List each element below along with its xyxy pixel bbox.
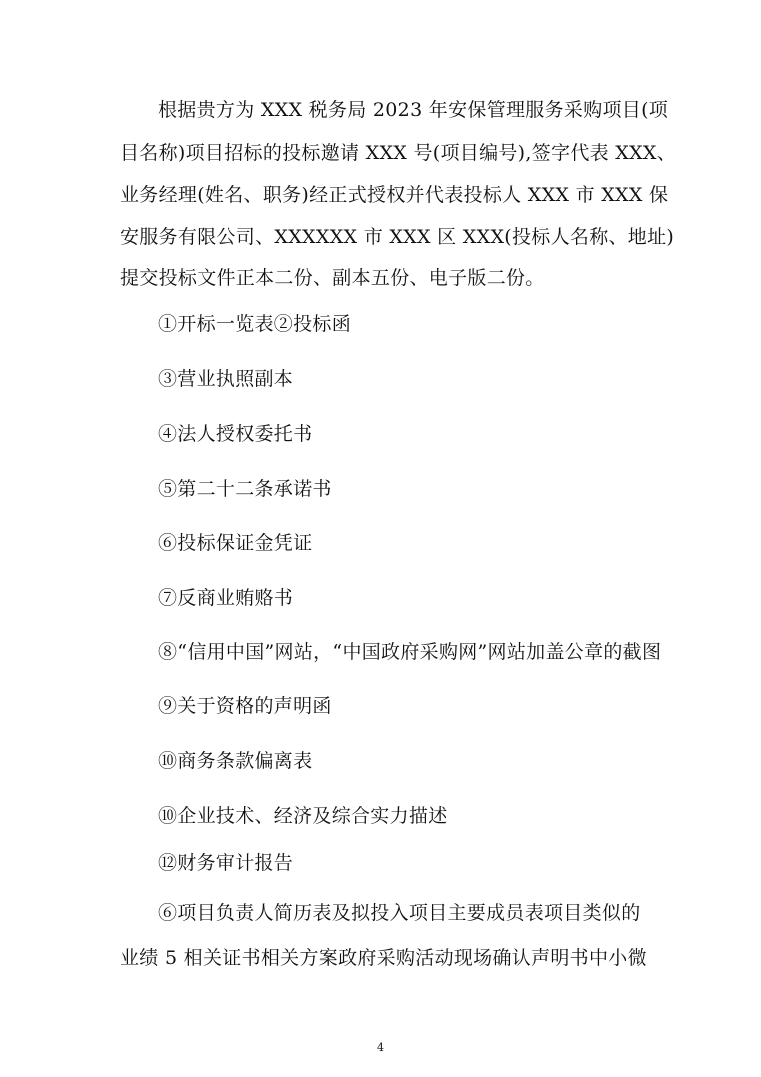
paragraph-line: 业务经理(姓名、职务)经正式授权并代表投标人 XXX 市 XXX 保 — [120, 184, 669, 206]
list-item: ⑩企业技术、经济及综合实力描述 — [158, 805, 448, 827]
paragraph-line: 目名称)项目招标的投标邀请 XXX 号(项目编号),签字代表 XXX、 — [120, 142, 677, 164]
list-item: ⑫财务审计报告 — [158, 852, 294, 874]
list-item: ⑩商务条款偏离表 — [158, 750, 313, 772]
list-item: ⑤第二十二条承诺书 — [158, 478, 332, 500]
page-number: 4 — [377, 1041, 384, 1054]
list-item: ⑥投标保证金凭证 — [158, 532, 313, 554]
list-item: ⑨关于资格的声明函 — [158, 695, 332, 717]
list-item: ④法人授权委托书 — [158, 423, 313, 445]
list-item: ⑦反商业贿赂书 — [158, 587, 294, 609]
closing-line: ⑥项目负责人简历表及拟投入项目主要成员表项目类似的 — [158, 902, 641, 924]
paragraph-line: 安服务有限公司、XXXXXX 市 XXX 区 XXX(投标人名称、地址) — [120, 226, 675, 248]
paragraph-line: 根据贵方为 XXX 税务局 2023 年安保管理服务采购项目(项 — [158, 99, 669, 121]
paragraph-line: 提交投标文件正本二份、副本五份、电子版二份。 — [120, 267, 545, 289]
closing-line: 业绩 5 相关证书相关方案政府采购活动现场确认声明书中小微 — [120, 947, 647, 969]
list-item: ⑧“信用中国”网站，“中国政府采购网”网站加盖公章的截图 — [158, 641, 662, 663]
list-item: ③营业执照副本 — [158, 368, 294, 390]
list-item: ①开标一览表②投标函 — [158, 313, 352, 335]
